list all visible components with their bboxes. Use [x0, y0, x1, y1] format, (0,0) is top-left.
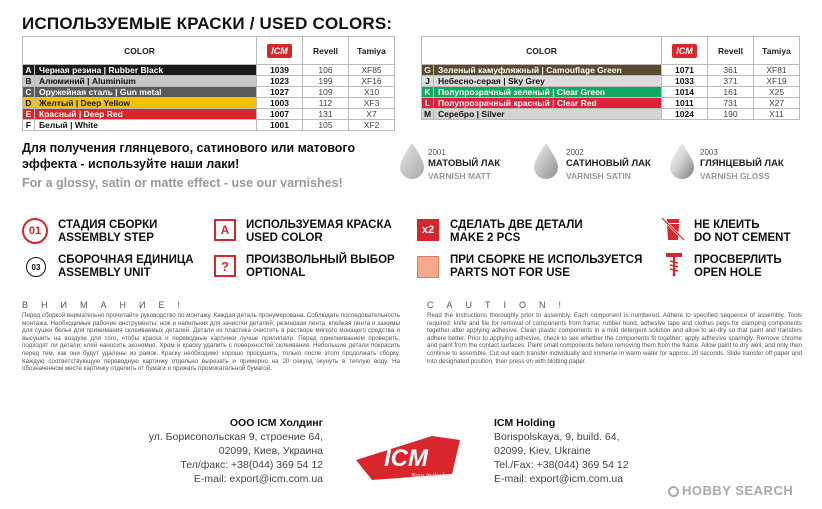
used-color-icon	[214, 219, 236, 241]
color-letter: C	[23, 87, 35, 98]
legend-open-hole-en: OPEN HOLE	[694, 267, 762, 279]
revell-code: 361	[708, 65, 754, 76]
varnish-matt-number: 2001	[428, 148, 446, 157]
tamiya-code: X25	[754, 87, 800, 98]
optional-icon-label: ?	[221, 258, 229, 274]
address-line1-ru: ул. Борисопольская 9, строение 64,	[148, 431, 323, 443]
table-header-row	[23, 37, 395, 65]
legend-optional-ru: ПРОИЗВОЛЬНЫЙ ВЫБОР	[246, 254, 395, 266]
caution-body-ru: Перед сборкой внимательно прочитайте руководство по монтажу. Каждая деталь пронумерована. Соблюдать последовательность монтажа. Необходимые рабочие инструменты: нож и напильник для зачистки деталей; резиновая лента, клейкая лента и зажимы для сушки белья для прижимания склеиваемых деталей. Детали из пластика очистить в растворе мягкого моющего средства и высушить на воздухе для того, чтобы краска и переводные картинки лучше прилипали. Перед приклеиванием проверить, подходят ли детали; клей наносить экономно. Хром и краску удалить с поверхностей склеивания. Небольшие детали покрасить перед тем, как они будут удалены из рамок. Краску необходимо хорошо просушить, только после этого продолжать сборку. Каждую соответствующую переводную картинку отдельно вырезать и примерно на 20 секунд окунуть в теплую воду. На обозначенном месте картинку отделить от бумаги и прижать промокательной бумагой.	[22, 312, 400, 373]
color-letter: A	[23, 65, 35, 76]
varnish-gloss-drop-icon	[668, 142, 696, 180]
icm-code: 1039	[257, 65, 303, 76]
legend-assembly-unit-ru: СБОРОЧНАЯ ЕДИНИЦА	[58, 254, 194, 266]
color-row	[422, 109, 800, 120]
color-letter: F	[23, 120, 35, 131]
varnish-satin-drop-icon	[532, 142, 560, 180]
color-letter: E	[23, 109, 35, 120]
color-name: Желтый | Deep Yellow	[35, 98, 257, 109]
svg-text:Nous in the best: Nous in the best	[411, 472, 453, 479]
email-en: E-mail: export@icm.com.ua	[494, 473, 624, 485]
revell-code: 105	[303, 120, 349, 131]
icm-code: 1011	[662, 98, 708, 109]
icm-code: 1023	[257, 76, 303, 87]
table-header-row	[422, 37, 800, 65]
tamiya-code: X10	[349, 87, 395, 98]
email-ru: E-mail: export@icm.com.ua	[193, 473, 323, 485]
icm-column-header	[257, 37, 303, 65]
legend-make-two-ru: СДЕЛАТЬ ДВЕ ДЕТАЛИ	[450, 219, 583, 231]
color-name: Полупрозрачный зеленый | Clear Green	[434, 87, 662, 98]
varnish-satin-number: 2002	[566, 148, 584, 157]
address-line2-en: 02099, Kiev, Ukraine	[494, 445, 591, 457]
icm-logo	[352, 428, 464, 486]
varnish-matt-drop-icon	[398, 142, 426, 180]
tamiya-code: XF16	[349, 76, 395, 87]
legend-not-used	[450, 254, 642, 280]
no-cement-icon	[660, 216, 686, 242]
color-name: Красный | Deep Red	[35, 109, 257, 120]
legend-open-hole-ru: ПРОСВЕРЛИТЬ	[694, 254, 782, 266]
address-en	[494, 416, 674, 486]
color-row	[23, 109, 395, 120]
legend-assembly-step	[58, 219, 157, 245]
revell-code: 106	[303, 65, 349, 76]
tamiya-code: X7	[349, 109, 395, 120]
color-row	[23, 87, 395, 98]
caution-body-en: Read the instructions thoroughly prior to assembly. Each component is numbered. Adhere to specified sequence of assembly. Tools required: knife and file for removal of components from frame; rubber bond, adhesive tape and clothes pegs for clamping components together after applying adhesive. Clean plastic components in a mild detergent solution and allow to air-dry so that paint and transfers adhere better. Prior to applying adhesive, check to see whether the components fit together; apply adhesive sparingly. Remove chrome and paint from the contact surfaces. Paint small components before removing them from the frame. Allow paint to dry well, and only then continue to assemble. Cut out each transfer individually and immerse in warm water for approx. 20 seconds. Slide transfer off paper and into designated position, then press on with blotting paper.	[427, 312, 802, 365]
used-color-icon-label: A	[220, 223, 230, 237]
tamiya-code: XF81	[754, 65, 800, 76]
color-letter: M	[422, 109, 434, 120]
tamiya-column-header: Tamiya	[349, 37, 395, 65]
icm-code: 1027	[257, 87, 303, 98]
parts-not-used-icon	[417, 256, 439, 278]
legend-used-color-en: USED COLOR	[246, 232, 323, 244]
make-two-icon	[417, 219, 439, 241]
revell-code: 131	[303, 109, 349, 120]
tamiya-code: XF85	[349, 65, 395, 76]
legend-no-cement-ru: НЕ КЛЕИТЬ	[694, 219, 760, 231]
color-letter: L	[422, 98, 434, 109]
page-title: ИСПОЛЬЗУЕМЫЕ КРАСКИ / USED COLORS:	[22, 14, 393, 33]
revell-code: 371	[708, 76, 754, 87]
revell-code: 190	[708, 109, 754, 120]
icm-code: 1003	[257, 98, 303, 109]
tamiya-code: XF3	[349, 98, 395, 109]
varnish-matt-en: VARNISH MATT	[428, 171, 491, 181]
legend-used-color	[246, 219, 392, 245]
color-letter: B	[23, 76, 35, 87]
legend-optional-en: OPTIONAL	[246, 267, 306, 279]
icm-code: 1024	[662, 109, 708, 120]
legend-assembly-step-en: ASSEMBLY STEP	[58, 232, 154, 244]
color-row	[422, 76, 800, 87]
legend-open-hole	[694, 254, 782, 280]
icm-code: 1001	[257, 120, 303, 131]
color-table-left	[22, 36, 395, 131]
varnish-satin-en: VARNISH SATIN	[566, 171, 631, 181]
color-table-right	[421, 36, 800, 120]
company-name-ru: ООО ICM Холдинг	[229, 417, 323, 429]
varnish-gloss-en: VARNISH GLOSS	[700, 171, 770, 181]
color-row	[23, 76, 395, 87]
icm-column-header	[662, 37, 708, 65]
tamiya-code: X11	[754, 109, 800, 120]
legend-not-used-en: PARTS NOT FOR USE	[450, 267, 570, 279]
color-name: Оружейная сталь | Gun metal	[35, 87, 257, 98]
legend-assembly-unit	[58, 254, 194, 280]
tamiya-code: X27	[754, 98, 800, 109]
color-column-header: COLOR	[23, 37, 257, 65]
caution-heading-en: CAUTION!	[427, 300, 575, 310]
phone-en: Tel./Fax: +38(044) 369 54 12	[494, 459, 629, 471]
company-name-en: ICM Holding	[494, 417, 556, 429]
color-name: Серебро | Silver	[434, 109, 662, 120]
varnish-gloss-number: 2003	[700, 148, 718, 157]
varnish-note-en: For a glossy, satin or matte effect - use our varnishes!	[22, 176, 343, 190]
caution-heading-ru: ВНИМАНИЕ!	[22, 300, 193, 310]
legend-assembly-unit-en: ASSEMBLY UNIT	[58, 267, 151, 279]
hobby-search-watermark	[668, 483, 793, 498]
color-letter: J	[422, 76, 434, 87]
icm-code: 1007	[257, 109, 303, 120]
icm-logo-badge: ICM	[672, 44, 697, 58]
varnish-satin-ru: САТИНОВЫЙ ЛАК	[566, 158, 651, 169]
varnish-gloss-ru: ГЛЯНЦЕВЫЙ ЛАК	[700, 158, 784, 169]
icm-logo-badge: ICM	[267, 44, 292, 58]
varnish-note-ru: Для получения глянцевого, сатинового или матового эффекта - используйте наши лаки!	[22, 141, 356, 171]
color-name: Полупрозрачный красный | Clear Red	[434, 98, 662, 109]
assembly-step-icon	[22, 218, 48, 244]
phone-ru: Тел/факс: +38(044) 369 54 12	[180, 459, 323, 471]
open-hole-icon	[662, 252, 686, 278]
color-letter: G	[422, 65, 434, 76]
color-row	[422, 87, 800, 98]
legend-optional	[246, 254, 395, 280]
color-name: Черная резина | Rubber Black	[35, 65, 257, 76]
assembly-unit-icon	[26, 257, 46, 277]
revell-column-header: Revell	[303, 37, 349, 65]
address-line1-en: Borispolskaya, 9, build. 64,	[494, 431, 620, 443]
revell-column-header: Revell	[708, 37, 754, 65]
color-row	[422, 65, 800, 76]
legend-no-cement	[694, 219, 790, 245]
icm-code: 1033	[662, 76, 708, 87]
svg-text:ICM: ICM	[384, 445, 428, 472]
color-name: Белый | White	[35, 120, 257, 131]
legend-make-two	[450, 219, 583, 245]
tamiya-column-header: Tamiya	[754, 37, 800, 65]
color-letter: K	[422, 87, 434, 98]
make-two-icon-label: x2	[421, 224, 435, 236]
watermark-text: HOBBY SEARCH	[682, 483, 794, 498]
color-row	[23, 120, 395, 131]
legend-no-cement-en: DO NOT CEMENT	[694, 232, 791, 244]
icm-code: 1014	[662, 87, 708, 98]
color-name: Небесно-серая | Sky Grey	[434, 76, 662, 87]
address-line2-ru: 02099, Киев, Украина	[218, 445, 323, 457]
revell-code: 199	[303, 76, 349, 87]
legend-used-color-ru: ИСПОЛЬЗУЕМАЯ КРАСКА	[246, 219, 392, 231]
legend-not-used-ru: ПРИ СБОРКЕ НЕ ИСПОЛЬЗУЕТСЯ	[450, 254, 643, 266]
assembly-step-icon-label: 01	[28, 225, 42, 237]
icm-code: 1071	[662, 65, 708, 76]
revell-code: 109	[303, 87, 349, 98]
color-row	[422, 98, 800, 109]
address-ru	[148, 416, 323, 486]
optional-icon	[214, 255, 236, 277]
color-row	[23, 65, 395, 76]
assembly-unit-icon-label: 03	[31, 262, 41, 272]
revell-code: 161	[708, 87, 754, 98]
search-icon	[668, 486, 679, 497]
color-name: Зеленый камуфляжный | Camouflage Green	[434, 65, 662, 76]
legend-assembly-step-ru: СТАДИЯ СБОРКИ	[58, 219, 158, 231]
tamiya-code: XF2	[349, 120, 395, 131]
varnish-matt-ru: МАТОВЫЙ ЛАК	[428, 158, 501, 169]
color-row	[23, 98, 395, 109]
tamiya-code: XF19	[754, 76, 800, 87]
color-letter: D	[23, 98, 35, 109]
revell-code: 112	[303, 98, 349, 109]
color-column-header: COLOR	[422, 37, 662, 65]
revell-code: 731	[708, 98, 754, 109]
legend-make-two-en: MAKE 2 PCS	[450, 232, 521, 244]
color-name: Алюминий | Aluminium	[35, 76, 257, 87]
